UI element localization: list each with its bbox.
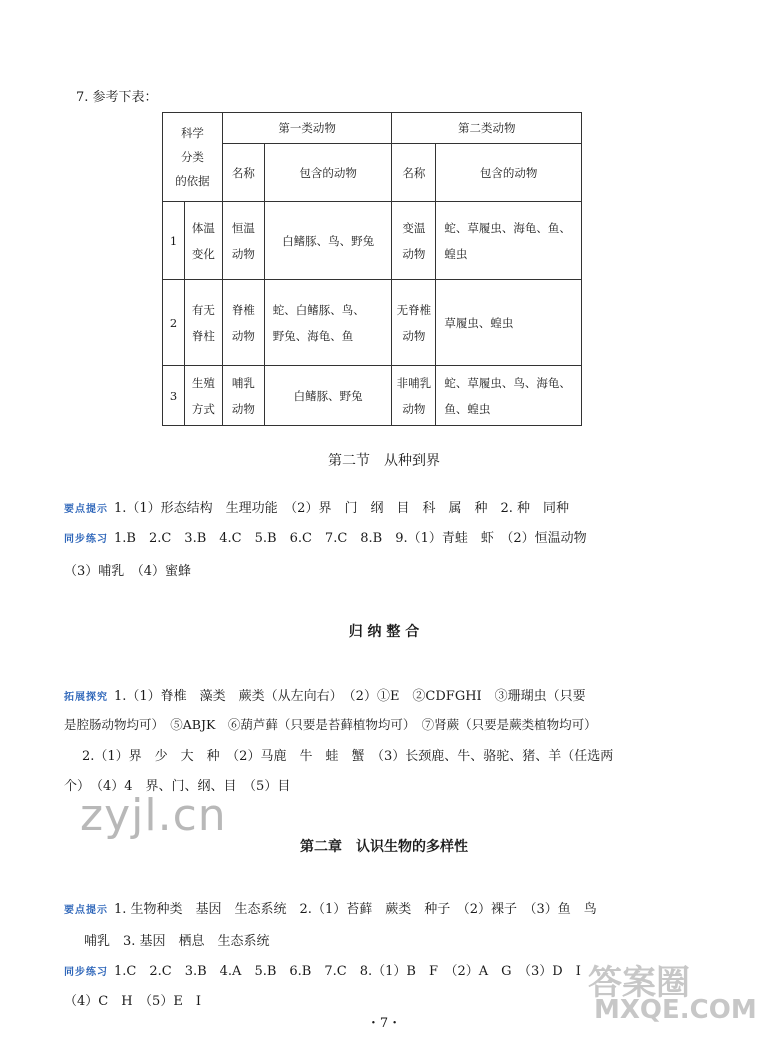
row-animals1: 蛇、白鳍豚、鸟、 野兔、海龟、鱼 xyxy=(264,280,392,366)
row-basis: 体温 变化 xyxy=(184,202,222,280)
watermark-mxqe: MXQE.COM xyxy=(594,995,757,1025)
header-contains-2: 包含的动物 xyxy=(436,144,582,202)
chapter-line3: 同步练习 1.C 2.C 3.B 4.A 5.B 6.B 7.C 8.（1）B F （2）A G （3）D I xyxy=(64,964,581,979)
row-animals1: 白鳍豚、野兔 xyxy=(264,366,392,426)
chapter-title: 第二章 认识生物的多样性 xyxy=(300,839,468,855)
row-num: 1 xyxy=(163,202,185,280)
section2-line1: 要点提示 1.（1）形态结构 生理功能 （2）界 门 纲 目 科 属 种 2. 种 同种 xyxy=(64,501,569,516)
tag-practice: 同步练习 xyxy=(64,534,108,545)
row-name2: 非哺乳 动物 xyxy=(392,366,436,426)
tag-extension: 拓展探究 xyxy=(64,692,108,703)
tag-key-points: 要点提示 xyxy=(64,504,108,515)
header-basis: 科学 分类 的依据 xyxy=(163,113,223,202)
table-row xyxy=(163,366,582,426)
row-basis: 生殖 方式 xyxy=(184,366,222,426)
question-7-label: 7. 参考下表： xyxy=(76,90,158,105)
row-animals1: 白鳍豚、鸟、野兔 xyxy=(264,202,392,280)
header-name-2: 名称 xyxy=(392,144,436,202)
row-basis: 有无 脊柱 xyxy=(184,280,222,366)
summary-line4: 个） （4）4 界、门、纲、目 （5）目 xyxy=(64,779,291,794)
section2-line2: 同步练习 1.B 2.C 3.B 4.C 5.B 6.C 7.C 8.B 9.（1）青蛙 虾 （2）恒温动物 xyxy=(64,531,587,546)
row-animals2: 蛇、草履虫、海龟、鱼、 蝗虫 xyxy=(436,202,582,280)
summary-title: 归 纳 整 合 xyxy=(348,624,420,640)
tag-practice-2: 同步练习 xyxy=(64,967,108,978)
row-name1: 哺乳 动物 xyxy=(222,366,264,426)
section-title-2: 第二节 从种到界 xyxy=(328,453,440,469)
chapter-line1: 要点提示 1. 生物种类 基因 生态系统 2.（1）苔藓 蕨类 种子 （2）裸子 （3）鱼 鸟 xyxy=(64,902,597,917)
summary-line3: 2.（1）界 少 大 种 （2）马鹿 牛 蛙 蟹 （3）长颈鹿、牛、骆驼、猪、羊（任选两 xyxy=(82,749,614,764)
row-name2: 变温 动物 xyxy=(392,202,436,280)
section2-line3: （3）哺乳 （4）蜜蜂 xyxy=(64,564,192,579)
row-animals2: 蛇、草履虫、鸟、海龟、 鱼、蝗虫 xyxy=(436,366,582,426)
row-animals2: 草履虫、蝗虫 xyxy=(436,280,582,366)
chapter-line2: 哺乳 3. 基因 栖息 生态系统 xyxy=(84,934,270,949)
row-name2: 无脊椎 动物 xyxy=(392,280,436,366)
row-num: 2 xyxy=(163,280,185,366)
summary-line2: 是腔肠动物均可） ⑤ABJK ⑥葫芦藓（只要是苔藓植物均可） ⑦肾蕨（只要是蕨类植物均可） xyxy=(64,717,597,732)
tag-key-points-2: 要点提示 xyxy=(64,905,108,916)
header-group1: 第一类动物 xyxy=(222,113,392,144)
header-group2: 第二类动物 xyxy=(392,113,582,144)
header-name-1: 名称 xyxy=(222,144,264,202)
header-contains-1: 包含的动物 xyxy=(264,144,392,202)
watermark-zyjl: zyjl.cn xyxy=(80,790,227,841)
chapter-line4: （4）C H （5）E I xyxy=(64,994,201,1009)
summary-line1: 拓展探究 1.（1）脊椎 藻类 蕨类（从左向右） （2）①E ②CDFGHI ③珊瑚虫（只要 xyxy=(64,689,586,704)
classification-table xyxy=(162,112,582,426)
row-name1: 脊椎 动物 xyxy=(222,280,264,366)
table-row xyxy=(163,280,582,366)
row-num: 3 xyxy=(163,366,185,426)
row-name1: 恒温 动物 xyxy=(222,202,264,280)
page-number: ・7・ xyxy=(366,1016,402,1031)
watermark-daanquan: 答案圈 xyxy=(588,963,690,1003)
table-row xyxy=(163,202,582,280)
